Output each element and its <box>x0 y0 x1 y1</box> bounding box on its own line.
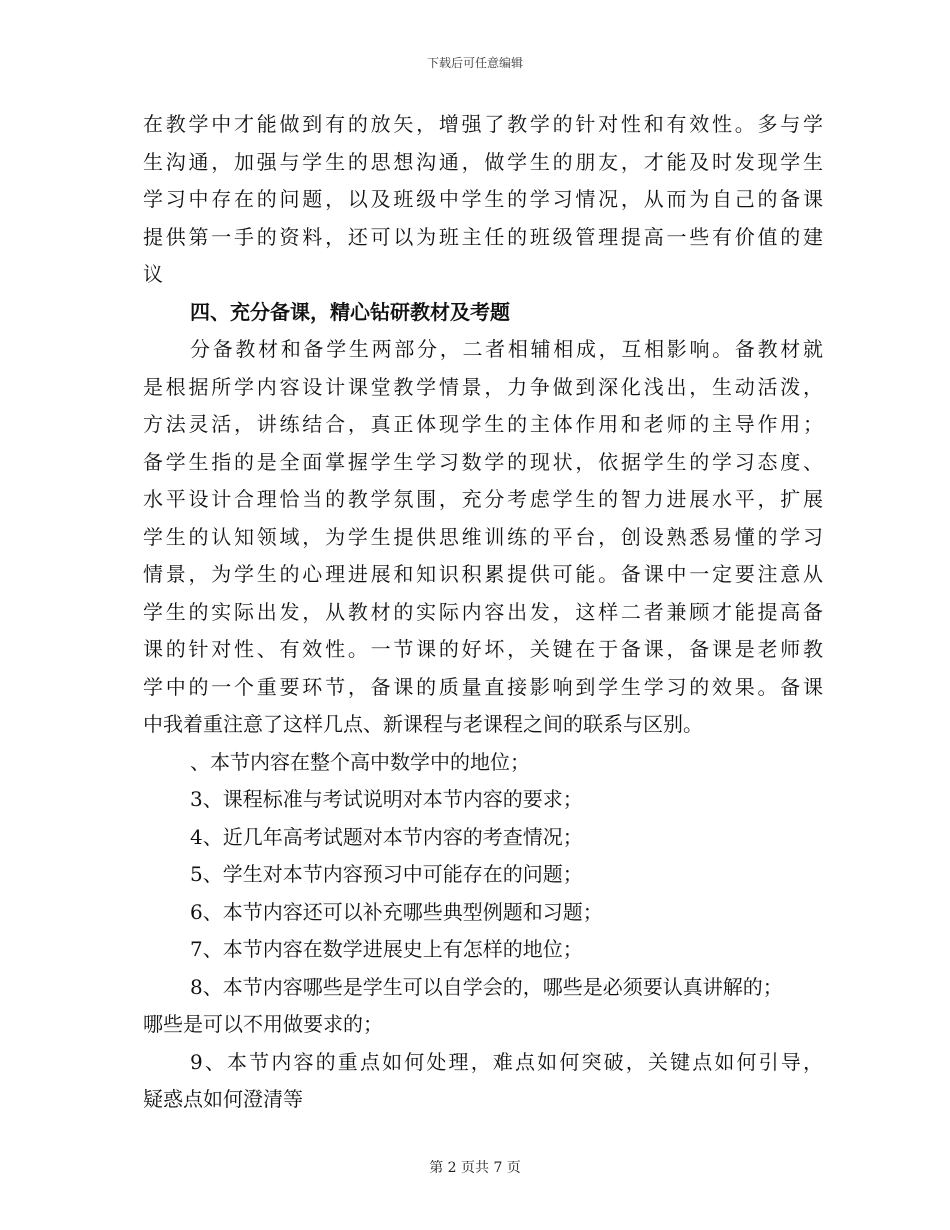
body-line: 课的针对性、有效性。一节课的好坏，关键在于备课，备课是老师教 <box>143 637 823 661</box>
list-item: 7、本节内容在数学进展史上有怎样的地位； <box>190 937 583 961</box>
list-item: 6、本节内容还可以补充哪些典型例题和习题； <box>190 899 603 924</box>
body-line: 学习中存在的问题，以及班级中学生的学习情况，从而为自己的备课 <box>143 187 823 211</box>
body-line: 备学生指的是全面掌握学生学习数学的现状，依据学生的学习态度、 <box>143 449 823 474</box>
list-item: 4、近几年高考试题对本节内容的考查情况； <box>190 824 583 849</box>
body-line: 学生的实际出发，从教材的实际内容出发，这样二者兼顾才能提高备 <box>143 599 823 624</box>
list-item-continuation: 疑惑点如何澄清等 <box>143 1087 303 1111</box>
body-line: 生沟通，加强与学生的思想沟通，做学生的朋友，才能及时发现学生 <box>143 149 823 174</box>
body-line: 水平设计合理恰当的教学氛围，充分考虑学生的智力进展水平，扩展 <box>143 487 823 511</box>
list-item: 3、课程标准与考试说明对本节内容的要求； <box>190 787 583 811</box>
body-line: 学中的一个重要环节，备课的质量直接影响到学生学习的效果。备课 <box>143 674 823 699</box>
body-line: 提供第一手的资料，还可以为班主任的班级管理提高一些有价值的建 <box>143 224 823 249</box>
body-line: 议 <box>143 262 163 286</box>
page-header: 下载后可任意编辑 <box>426 56 523 70</box>
list-item-continuation: 哪些是可以不用做要求的； <box>143 1012 383 1036</box>
body-line: 方法灵活，讲练结合，真正体现学生的主体作用和老师的主导作用； <box>143 412 823 436</box>
body-line: 在教学中才能做到有的放矢，增强了教学的针对性和有效性。多与学 <box>143 112 823 136</box>
list-item: 、本节内容在整个高中数学中的地位； <box>190 749 530 774</box>
body-line: 是根据所学内容设计课堂教学情景，力争做到深化浅出，生动活泼， <box>143 374 823 399</box>
list-item: 9、本节内容的重点如何处理，难点如何突破，关键点如何引导， <box>190 1049 823 1074</box>
list-item: 5、学生对本节内容预习中可能存在的问题； <box>190 862 583 886</box>
page-number: 第 2 页共 7 页 <box>429 1160 521 1176</box>
document-body <box>143 106 823 1119</box>
body-line: 分备教材和备学生两部分，二者相辅相成，互相影响。备教材就 <box>190 337 823 361</box>
body-line: 中我着重注意了这样几点、新课程与老课程之间的联系与区别。 <box>143 712 703 736</box>
body-line: 学生的认知领域，为学生提供思维训练的平台，创设熟悉易懂的学习 <box>143 524 823 549</box>
list-item: 8、本节内容哪些是学生可以自学会的，哪些是必须要认真讲解的； <box>190 974 783 999</box>
section-heading: 四、充分备课，精心钻研教材及考题 <box>190 299 510 324</box>
body-line: 情景，为学生的心理进展和知识积累提供可能。备课中一定要注意从 <box>143 562 823 586</box>
